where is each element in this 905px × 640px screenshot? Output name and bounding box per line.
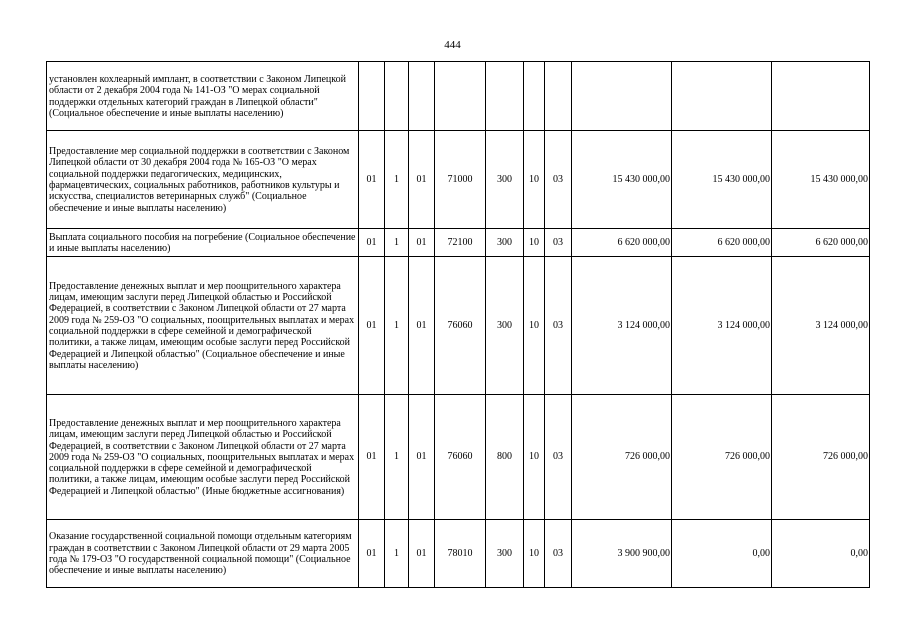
code-cell: 03 xyxy=(545,395,572,520)
code-cell: 01 xyxy=(409,520,435,588)
table-row xyxy=(47,395,870,520)
code-cell: 01 xyxy=(359,131,385,229)
row-description: Предоставление денежных выплат и мер поощрительного характера лицам, имеющим заслуги перед Липецкой областью и Российской Федерацией, в соответствии с Законом Липецкой области от 27 марта 2009 года № 259-ОЗ "О социальных, поощрительных выплатах и мерах социальной поддержки в сфере семейной и демографической политики, а также лицам, имеющим особые заслуги перед Российской Федерацией и Липецкой областью" (Иные бюджетные ассигнования) xyxy=(47,395,359,520)
table-row xyxy=(47,229,870,257)
amount-cell: 6 620 000,00 xyxy=(672,229,772,257)
code-cell: 300 xyxy=(486,229,524,257)
amount-cell: 3 124 000,00 xyxy=(572,257,672,395)
code-cell: 72100 xyxy=(435,229,486,257)
code-cell xyxy=(524,62,545,131)
amount-cell: 726 000,00 xyxy=(772,395,870,520)
code-cell: 03 xyxy=(545,131,572,229)
amount-cell: 0,00 xyxy=(672,520,772,588)
code-cell: 1 xyxy=(385,131,409,229)
row-description: Предоставление денежных выплат и мер поощрительного характера лицам, имеющим заслуги перед Липецкой областью и Российской Федерацией, в соответствии с Законом Липецкой области от 27 марта 2009 года № 259-ОЗ "О социальных, поощрительных выплатах и мерах социальной поддержки в сфере семейной и демографической политики, а также лицам, имеющим особые заслуги перед Российской Федерацией и Липецкой областью" (Социальное обеспечение и иные выплаты населению) xyxy=(47,257,359,395)
code-cell: 10 xyxy=(524,131,545,229)
code-cell: 03 xyxy=(545,520,572,588)
code-cell xyxy=(435,62,486,131)
amount-cell xyxy=(772,62,870,131)
code-cell: 300 xyxy=(486,131,524,229)
amount-cell: 3 124 000,00 xyxy=(672,257,772,395)
code-cell: 1 xyxy=(385,395,409,520)
code-cell: 01 xyxy=(359,395,385,520)
amount-cell: 0,00 xyxy=(772,520,870,588)
code-cell xyxy=(486,62,524,131)
code-cell: 01 xyxy=(409,229,435,257)
code-cell xyxy=(409,62,435,131)
code-cell: 01 xyxy=(359,229,385,257)
amount-cell: 15 430 000,00 xyxy=(772,131,870,229)
code-cell: 71000 xyxy=(435,131,486,229)
table-row xyxy=(47,131,870,229)
row-description: Предоставление мер социальной поддержки в соответствии с Законом Липецкой области от 30 декабря 2004 года № 165-ОЗ "О мерах социальной поддержки педагогических, медицинских, фармацевтических, социальных работников, работников культуры и искусства, специалистов ветеринарных служб" (Социальное обеспечение и иные выплаты населению) xyxy=(47,131,359,229)
code-cell: 300 xyxy=(486,257,524,395)
table-row xyxy=(47,520,870,588)
code-cell: 03 xyxy=(545,229,572,257)
code-cell: 10 xyxy=(524,229,545,257)
code-cell: 10 xyxy=(524,257,545,395)
code-cell: 01 xyxy=(359,257,385,395)
amount-cell: 15 430 000,00 xyxy=(672,131,772,229)
code-cell xyxy=(359,62,385,131)
table-row xyxy=(47,257,870,395)
amount-cell: 3 124 000,00 xyxy=(772,257,870,395)
code-cell xyxy=(545,62,572,131)
amount-cell: 726 000,00 xyxy=(672,395,772,520)
code-cell: 01 xyxy=(409,395,435,520)
code-cell: 78010 xyxy=(435,520,486,588)
code-cell: 800 xyxy=(486,395,524,520)
amount-cell xyxy=(572,62,672,131)
amount-cell: 6 620 000,00 xyxy=(772,229,870,257)
row-description: Оказание государственной социальной помощи отдельным категориям граждан в соответствии с Законом Липецкой области от 29 марта 2005 года № 179-ОЗ "О государственной социальной помощи" (Социальное обеспечение и иные выплаты населению) xyxy=(47,520,359,588)
page-number: 444 xyxy=(444,39,461,51)
code-cell: 03 xyxy=(545,257,572,395)
code-cell: 01 xyxy=(359,520,385,588)
code-cell: 01 xyxy=(409,131,435,229)
code-cell: 1 xyxy=(385,257,409,395)
row-description: Выплата социального пособия на погребение (Социальное обеспечение и иные выплаты населению) xyxy=(47,229,359,257)
amount-cell xyxy=(672,62,772,131)
code-cell: 1 xyxy=(385,520,409,588)
table-row xyxy=(47,62,870,131)
code-cell: 10 xyxy=(524,395,545,520)
amount-cell: 6 620 000,00 xyxy=(572,229,672,257)
row-description: установлен кохлеарный имплант, в соответствии с Законом Липецкой области от 2 декабря 2004 года № 141-ОЗ "О мерах социальной поддержки отдельных категорий граждан в Липецкой области" (Социальное обеспечение и иные выплаты населению) xyxy=(47,62,359,131)
code-cell: 76060 xyxy=(435,257,486,395)
amount-cell: 726 000,00 xyxy=(572,395,672,520)
amount-cell: 15 430 000,00 xyxy=(572,131,672,229)
code-cell: 300 xyxy=(486,520,524,588)
code-cell xyxy=(385,62,409,131)
budget-table xyxy=(46,61,870,588)
code-cell: 1 xyxy=(385,229,409,257)
amount-cell: 3 900 900,00 xyxy=(572,520,672,588)
code-cell: 76060 xyxy=(435,395,486,520)
code-cell: 01 xyxy=(409,257,435,395)
code-cell: 10 xyxy=(524,520,545,588)
